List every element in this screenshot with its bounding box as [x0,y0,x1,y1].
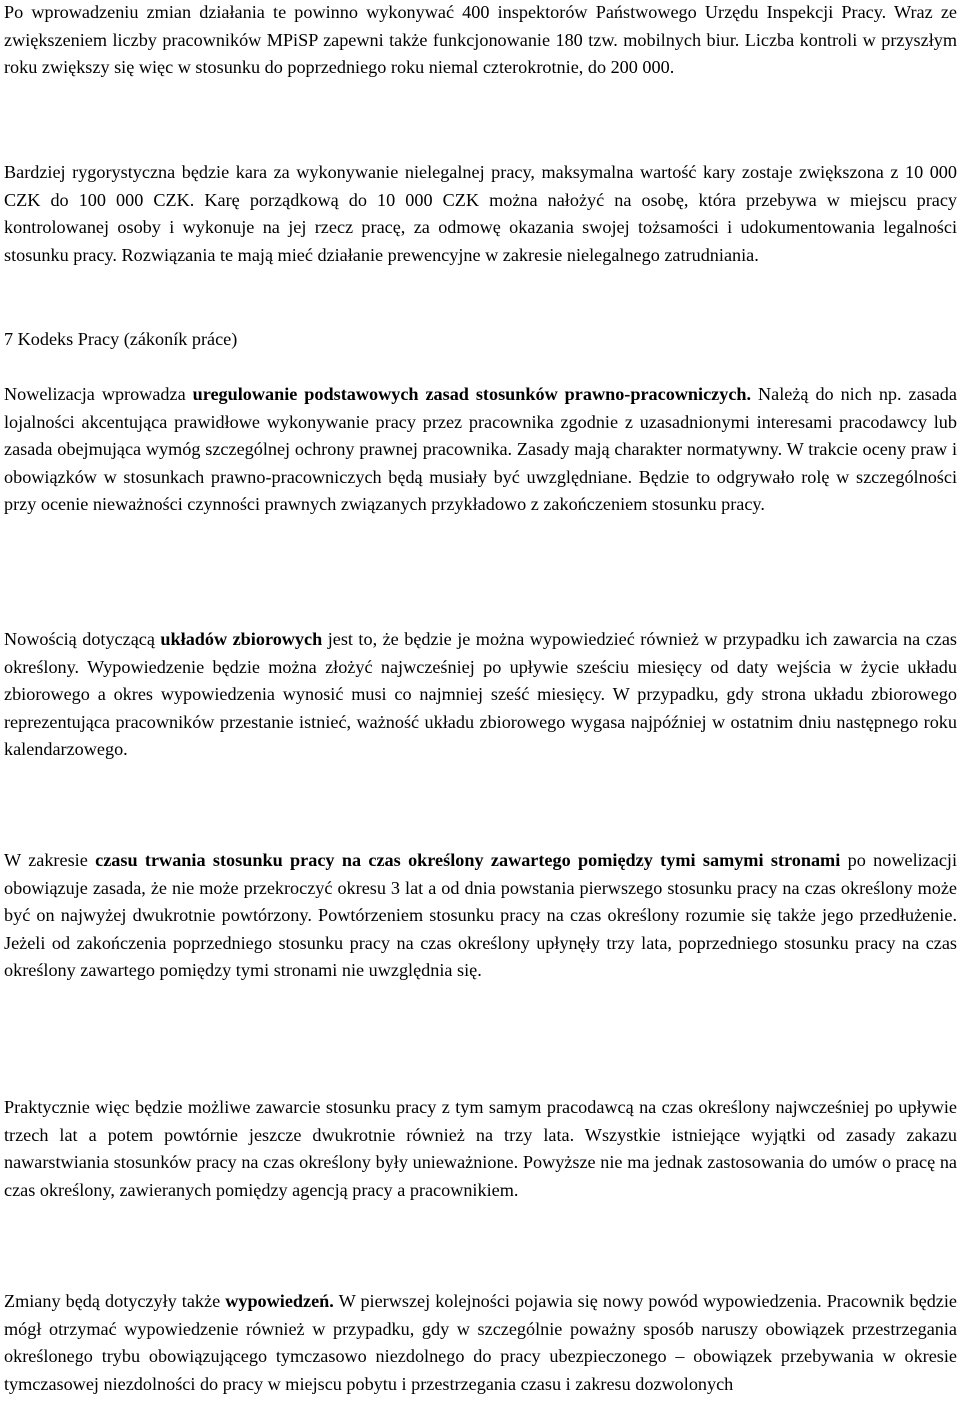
paragraph-text: Nowością dotyczącą [4,629,161,649]
paragraph-bold-text: czasu trwania stosunku pracy na czas określony zawartego pomiędzy tymi samymi stronami [95,850,841,870]
paragraph-text: Praktycznie więc będzie możliwe zawarcie stosunku pracy z tym samym pracodawcą na czas określony najwcześniej po upływie trzech lat a potem powtórnie jeszcze dwukrotnie również na trzy lata. Wszystkie istniejące wyjątki od zasady zakazu nawarstwiania stosunków pracy na czas określony były unieważnione. Powyższe nie ma jednak zastosowania do umów o pracę na czas określony, zawieranych pomiędzy agencją pracy a pracownikiem. [4,1097,957,1200]
paragraph-bold-text: wypowiedzeń. [225,1291,334,1311]
paragraph-text: W zakresie [4,850,96,870]
paragraph-text: po nowelizacji obowiązuje zasada, że nie może przekroczyć okresu 3 lat a od dnia powstania pierwszego stosunku pracy na czas określony może być on najwyżej dwukrotnie powtórzony. Powtórzeniem stosunku pracy na czas określony rozumie się także jego przedłużenie. Jeżeli od zakończenia poprzedniego stosunku pracy na czas określony upłynęły trzy lata, poprzedniego stosunku pracy na czas określony zawartego pomiędzy tymi stronami nie uwzględnia się. [4,850,957,980]
paragraph-principles [4,381,957,519]
paragraph-text: Należą do nich np. zasada lojalności akcentująca prawidłowe wykonywanie pracy przez pracownika zgodnie z uzasadnionymi interesami pracodawcy lub zasada obejmująca wymóg szczególnej ochrony prawnej pracownika. Zasady mają charakter normatywny. W trakcie oceny praw i obowiązków w stosunkach prawno-pracowniczych będą musiały być uwzględniane. Będzie to odgrywało rolę w szczególności przy ocenie nieważności czynności prawnych związanych przykładowo z zakończeniem stosunku pracy. [4,384,957,514]
paragraph-text: Nowelizacja wprowadza [4,384,193,404]
section-heading: 7 Kodeks Pracy (zákoník práce) [4,329,238,349]
paragraph-bold-text: układów zbiorowych [160,629,323,649]
paragraph-text: W pierwszej kolejności pojawia się nowy powód wypowiedzenia. Pracownik będzie mógł otrzymać wypowiedzenie również w przypadku, gdy w szczególnie poważny sposób naruszy obowiązek przestrzegania określonego trybu obowiązującego tymczasowo niezdolnego do pracy ubezpieczonego – obowiązek przebywania w okresie tymczasowej niezdolności do pracy w miejscu pobytu i przestrzegania czasu i zakresu dozwolonych [4,1291,957,1394]
paragraph-practical [4,1094,957,1204]
paragraph-text: Bardziej rygorystyczna będzie kara za wykonywanie nielegalnej pracy, maksymalna wartość kary zostaje zwiększona z 10 000 CZK do 100 000 CZK. Karę porządkową do 10 000 CZK można nałożyć na osobę, która przebywa w miejscu pracy kontrolowanej osoby i wykonuje na jej rzecz pracę, za odmowę okazania swojej tożsamości i udokumentowania legalności stosunku pracy. Rozwiązania te mają mieć działanie prewencyjne w zakresie nielegalnego zatrudniania. [4,162,957,265]
paragraph-bold-text: uregulowanie podstawowych zasad stosunków prawno-pracowniczych. [192,384,752,404]
paragraph-dismissals [4,1288,957,1398]
paragraph-text: Zmiany będą dotyczyły także [4,1291,226,1311]
paragraph-inspection [4,0,957,82]
paragraph-text: jest to, że będzie je można wypowiedzieć również w przypadku ich zawarcia na czas określony. Wypowiedzenie będzie można złożyć najwcześniej po upływie sześciu miesięcy od daty wejścia w życie układu zbiorowego a okres wypowiedzenia wynosić musi co najmniej sześć miesięcy. W przypadku, gdy strona układu zbiorowego reprezentująca pracowników przestanie istnieć, ważność układu zbiorowego wygasa najpóźniej w ostatnim dniu następnego roku kalendarzowego. [4,629,957,759]
paragraph-text: Po wprowadzeniu zmian działania te powinno wykonywać 400 inspektorów Państwowego Urzędu Inspekcji Pracy. Wraz ze zwiększeniem liczby pracowników MPiSP zapewni także funkcjonowanie 180 tzw. mobilnych biur. Liczba kontroli w przyszłym roku zwiększy się więc w stosunku do poprzedniego roku niemal czterokrotnie, do 200 000. [4,2,957,77]
paragraph-fixed-term [4,847,957,985]
paragraph-collective-agreements [4,626,957,764]
paragraph-penalties [4,159,957,269]
